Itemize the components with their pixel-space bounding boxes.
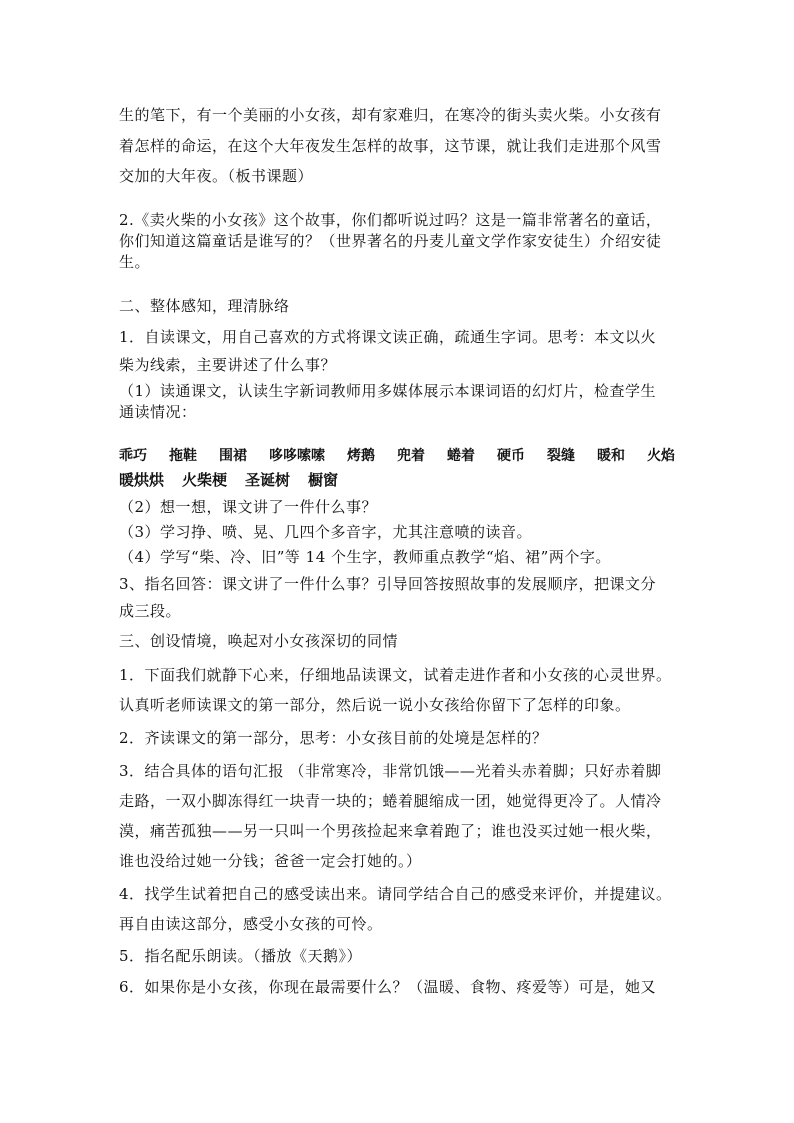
vocab-word: 橱窗 xyxy=(308,471,339,489)
vocab-word: 暖烘烘 xyxy=(119,471,165,489)
vocab-word: 硬币 xyxy=(497,448,525,464)
section-3-item-3-line-1: 3．结合具体的语句汇报 （非常寒冷，非常饥饿——光着头赤着脚；只好赤着脚 xyxy=(119,762,662,780)
question-2-line-1: 2.《卖火柴的小女孩》这个故事，你们都听说过吗？这是一篇非常著名的童话， xyxy=(119,211,662,229)
vocab-word: 暖和 xyxy=(597,448,625,464)
vocab-word: 乖巧 xyxy=(119,448,147,464)
vocab-word: 火柴梗 xyxy=(182,471,228,489)
section-3-item-1-line-2: 认真听老师读课文的第一部分，然后说一说小女孩给你留下了怎样的印象。 xyxy=(119,696,631,714)
section-2-item-3-line-2: 成三段。 xyxy=(119,602,182,620)
vocab-word: 围裙 xyxy=(219,448,247,464)
section-3-item-6: 6．如果你是小女孩，你现在最需要什么？（温暖、食物、疼爱等）可是，她又 xyxy=(119,978,657,996)
section-2-item-1-line-1: 1．自读课文，用自己喜欢的方式将课文读正确，疏通生字词。思考：本文以火 xyxy=(119,328,657,346)
section-2-item-3-line-1: 3、指名回答：课文讲了一件什么事？引导回答按照故事的发展顺序，把课文分 xyxy=(119,575,657,593)
vocab-word: 圣诞树 xyxy=(245,471,291,489)
question-2-line-2: 你们知道这篇童话是谁写的？（世界著名的丹麦儿童文学作家安徒生）介绍安徒 xyxy=(119,232,662,250)
section-3-item-1-line-1: 1．下面我们就静下心来，仔细地品读课文，试着走进作者和小女孩的心灵世界。 xyxy=(119,666,672,684)
vocabulary-row-2 xyxy=(119,470,679,490)
vocab-word: 烤鹅 xyxy=(347,448,375,464)
section-3-item-4-line-2: 再自由读这部分，感受小女孩的可怜。 xyxy=(119,915,383,933)
vocab-word: 兜着 xyxy=(397,448,425,464)
section-2-item-1-line-2: 柴为线索，主要讲述了什么事？ xyxy=(119,356,337,374)
section-3-heading: 三、创设情境，唤起对小女孩深切的同情 xyxy=(119,632,399,650)
section-3-item-4-line-1: 4．找学生试着把自己的感受读出来。请同学结合自己的感受来评价，并提建议。 xyxy=(119,885,672,903)
section-3-item-2: 2．齐读课文的第一部分，思考：小女孩目前的处境是怎样的？ xyxy=(119,729,548,747)
vocab-word: 哆哆嗦嗦 xyxy=(269,448,325,464)
vocab-word: 蜷着 xyxy=(447,448,475,464)
vocabulary-row-1 xyxy=(119,446,679,466)
section-2-heading: 二、整体感知，理清脉络 xyxy=(119,297,290,315)
vocab-word: 火焰 xyxy=(647,448,675,464)
question-2-line-3: 生。 xyxy=(119,253,151,271)
section-3-item-3-line-2: 走路，一双小脚冻得红一块青一块的；蜷着腿缩成一团，她觉得更冷了。人情冷 xyxy=(119,792,662,810)
intro-line-1: 生的笔下，有一个美丽的小女孩，却有家难归，在寒冷的街头卖火柴。小女孩有 xyxy=(119,106,662,124)
section-2-sub-4: （4）学写“柴、冷、旧”等 14 个生字，教师重点教学“焰、裙”两个字。 xyxy=(119,548,611,566)
intro-line-3: 交加的大年夜。（板书课题） xyxy=(119,167,314,185)
section-2-sub-3: （3）学习挣、喷、晃、几四个多音字，尤其注意喷的读音。 xyxy=(119,523,533,541)
section-3-item-5: 5．指名配乐朗读。（播放《天鹅》） xyxy=(119,947,363,965)
section-3-item-3-line-3: 漠，痛苦孤独——另一只叫一个男孩捡起来拿着跑了；谁也没买过她一根火柴， xyxy=(119,822,662,840)
section-2-sub-1-line-2: 通读情况： xyxy=(119,403,197,421)
section-2-sub-1-line-1: （1）读通课文，认读生字新词教师用多媒体展示本课词语的幻灯片，检查学生 xyxy=(119,382,657,400)
intro-line-2: 着怎样的命运，在这个大年夜发生怎样的故事，这节课，就让我们走进那个风雪 xyxy=(119,137,662,155)
vocab-word: 拖鞋 xyxy=(169,448,197,464)
vocab-word: 裂缝 xyxy=(547,448,575,464)
section-3-item-3-line-4: 谁也没给过她一分钱；爸爸一定会打她的。） xyxy=(119,852,422,870)
section-2-sub-2: （2）想一想，课文讲了一件什么事？ xyxy=(119,498,378,516)
